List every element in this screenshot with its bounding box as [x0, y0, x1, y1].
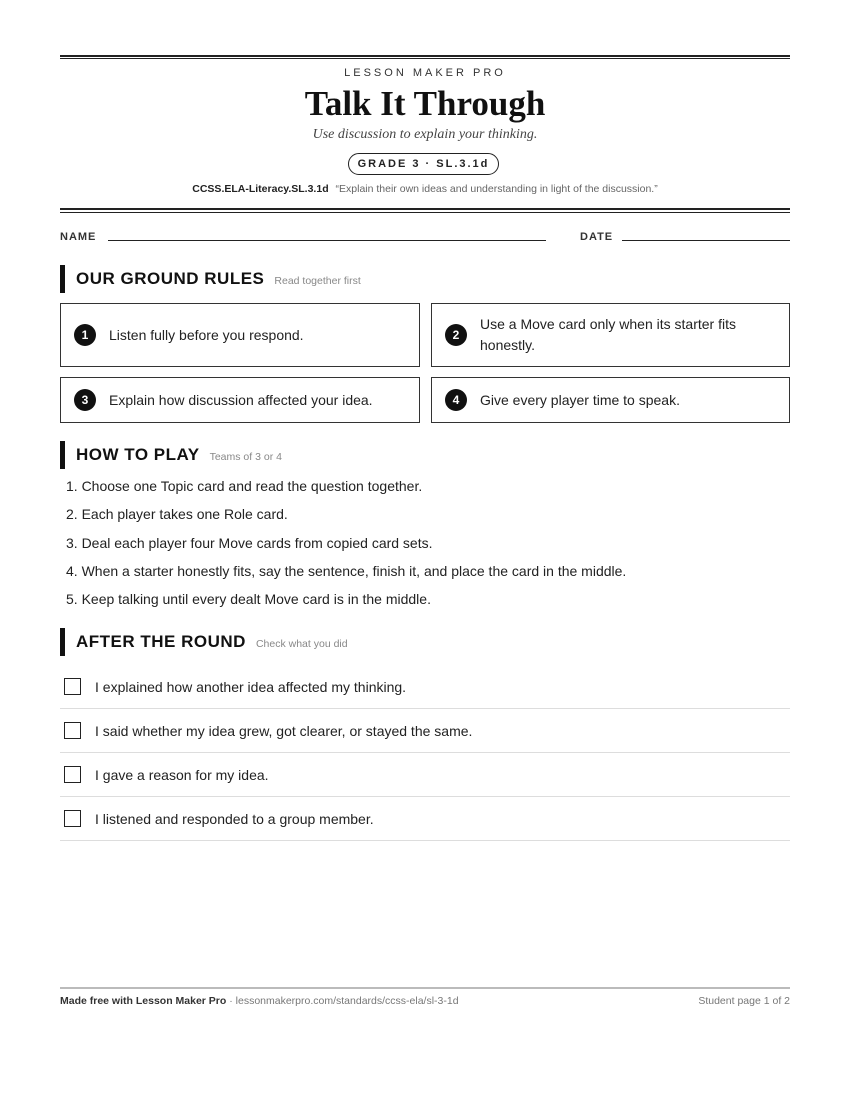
page-title: Talk It Through — [304, 84, 546, 123]
standard-line — [60, 183, 790, 195]
footer-credit — [60, 995, 459, 1007]
checkbox[interactable] — [64, 722, 81, 739]
step-item: 3. Deal each player four Move cards from copied card sets. — [66, 534, 433, 551]
standard-code: CCSS.ELA-Literacy.SL.3.1d — [192, 183, 329, 195]
ground-rules-heading — [60, 265, 361, 293]
checklist-item — [60, 665, 790, 709]
section-title: HOW TO PLAY — [76, 445, 200, 464]
top-divider — [60, 55, 790, 59]
step-item: 5. Keep talking until every dealt Move card is in the middle. — [66, 591, 431, 608]
rule-text: Listen fully before you respond. — [109, 326, 304, 343]
section-note: Teams of 3 or 4 — [209, 450, 282, 463]
footer-divider — [60, 987, 790, 989]
rule-text: Give every player time to speak. — [480, 391, 680, 408]
page-subtitle: Use discussion to explain your thinking. — [312, 127, 538, 142]
step-item: 2. Each player takes one Role card. — [66, 506, 288, 523]
checklist-item — [60, 797, 790, 841]
checkbox[interactable] — [64, 810, 81, 827]
section-title: AFTER THE ROUND — [76, 632, 246, 651]
header-divider — [60, 208, 790, 213]
checkbox[interactable] — [64, 766, 81, 783]
date-label: DATE — [580, 231, 614, 243]
rule-number-badge: 4 — [445, 389, 467, 411]
rule-number-badge: 2 — [445, 324, 467, 346]
rule-number-badge: 1 — [74, 324, 96, 346]
worksheet-page — [60, 0, 790, 1100]
standard-text: “Explain their own ideas and understanding in light of the discussion.” — [335, 183, 658, 195]
ground-rule-card — [431, 377, 790, 423]
ground-rule-card — [60, 303, 420, 367]
footer-url[interactable]: · lessonmakerpro.com/standards/ccss-ela/sl-3-1d — [226, 995, 459, 1007]
rule-text: Explain how discussion affected your idea. — [109, 391, 373, 408]
section-note: Check what you did — [255, 637, 348, 650]
checklist-text: I gave a reason for my idea. — [95, 766, 269, 783]
section-note: Read together first — [274, 274, 361, 287]
how-to-play-heading — [60, 441, 282, 469]
brand-name: LESSON MAKER PRO — [344, 67, 506, 79]
footer-page-number: Student page 1 of 2 — [698, 995, 790, 1007]
rule-number-badge: 3 — [74, 389, 96, 411]
checklist-item — [60, 709, 790, 753]
ground-rule-card — [60, 377, 420, 423]
checklist-text: I listened and responded to a group member. — [95, 810, 374, 827]
checklist-item — [60, 753, 790, 797]
checkbox[interactable] — [64, 678, 81, 695]
grade-badge: GRADE 3 · SL.3.1d — [348, 153, 499, 175]
footer-made-with: Made free with Lesson Maker Pro — [60, 995, 227, 1007]
name-field[interactable] — [108, 240, 546, 241]
date-field[interactable] — [622, 240, 790, 241]
step-item: 1. Choose one Topic card and read the question together. — [66, 478, 423, 494]
rule-text: Use a Move card only when its starter fits honestly. — [480, 316, 736, 353]
checklist-text: I explained how another idea affected my thinking. — [95, 678, 407, 695]
step-item: 4. When a starter honestly fits, say the sentence, finish it, and place the card in the middle. — [66, 562, 627, 579]
steps-list — [66, 475, 786, 616]
section-title: OUR GROUND RULES — [76, 269, 265, 288]
name-label: NAME — [60, 231, 97, 243]
after-round-heading — [60, 628, 348, 656]
ground-rule-card — [431, 303, 790, 367]
checklist-text: I said whether my idea grew, got clearer, or stayed the same. — [95, 722, 473, 739]
